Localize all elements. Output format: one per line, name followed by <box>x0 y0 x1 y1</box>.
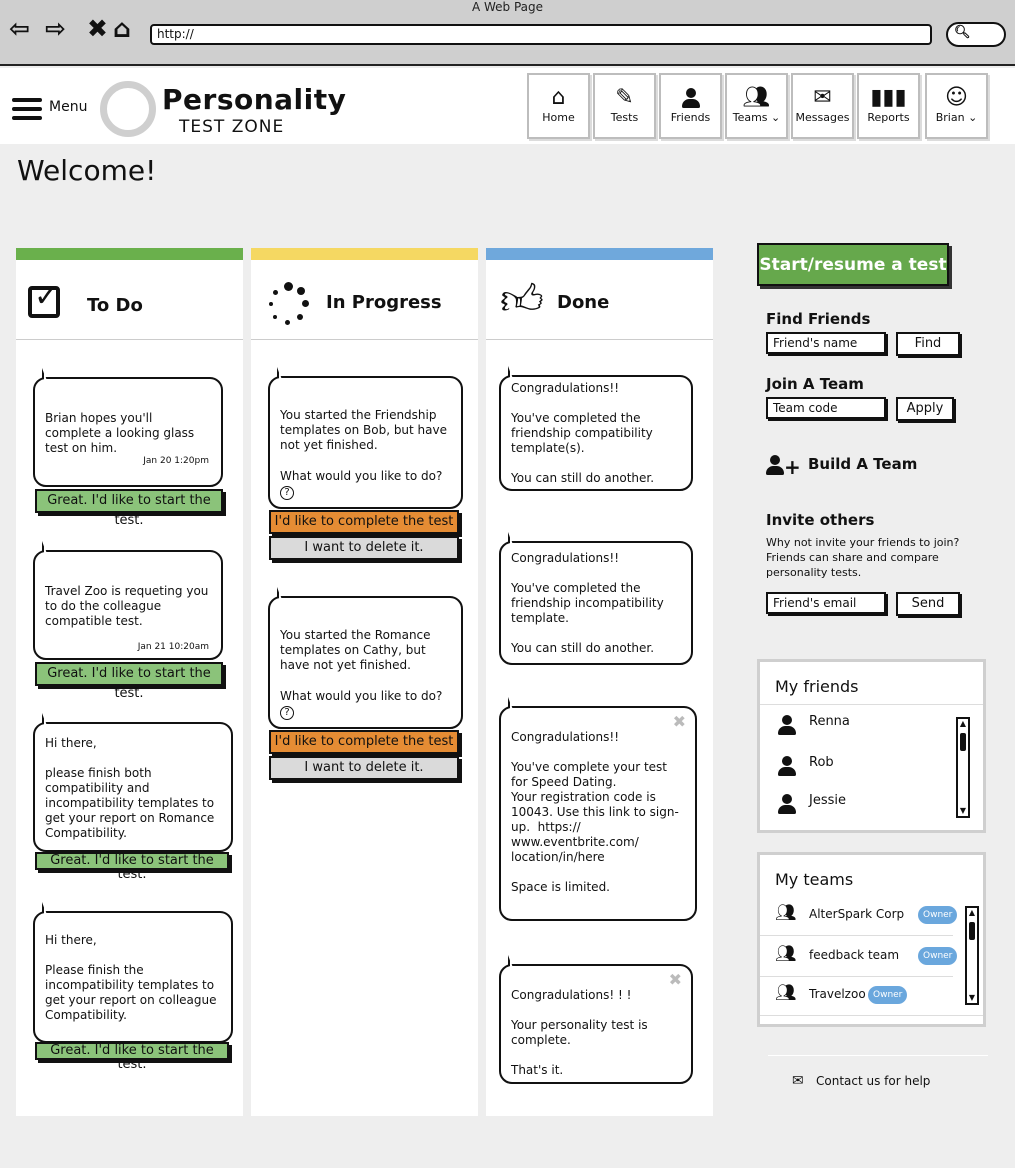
team-item[interactable] <box>775 903 955 929</box>
owner-badge: Owner <box>918 947 957 965</box>
nav-reports-button[interactable] <box>857 73 920 139</box>
card-message: You started the Friendship templates on Bob, but have not yet finished. <box>280 408 451 452</box>
person-icon <box>778 715 796 735</box>
done-card-3 <box>499 706 697 921</box>
nav-label: Home <box>542 111 575 124</box>
start-test-button[interactable]: Great. I'd like to start the test. <box>35 1042 229 1060</box>
card-message: Congradulations!! You've completed the friendship compatibility template(s). You can still do another. <box>511 381 655 485</box>
search-icon: 🔍︎ <box>954 25 971 40</box>
close-icon[interactable]: ✖ <box>668 970 682 989</box>
page-title: Welcome! <box>17 154 157 187</box>
card-question: What would you like to do? ? <box>280 689 443 718</box>
delete-test-button[interactable]: I want to delete it. <box>269 536 459 560</box>
scroll-down-icon[interactable]: ▼ <box>968 993 976 1002</box>
friend-name-input[interactable]: Friend's name <box>766 332 886 354</box>
divider <box>760 935 953 936</box>
friend-email-input[interactable]: Friend's email <box>766 592 886 614</box>
find-friends-heading: Find Friends <box>766 310 871 328</box>
forward-icon[interactable]: ⇨ <box>45 14 66 43</box>
chevron-down-icon: ⌄ <box>771 111 781 124</box>
join-team-heading: Join A Team <box>766 375 864 393</box>
scroll-thumb[interactable] <box>960 733 966 751</box>
nav-label: Tests <box>610 111 639 124</box>
back-icon[interactable]: ⇦ <box>9 14 30 43</box>
done-card-4 <box>499 964 693 1084</box>
friend-name: Rob <box>809 755 834 770</box>
chevron-down-icon: ⌄ <box>968 111 978 124</box>
card-timestamp: Jan 20 1:20pm <box>143 456 209 466</box>
done-header <box>486 262 713 340</box>
friend-item[interactable] <box>778 791 958 815</box>
bar-chart-icon: ▮▮▮ <box>870 85 907 110</box>
delete-test-button[interactable]: I want to delete it. <box>269 756 459 780</box>
start-test-button[interactable]: Great. I'd like to start the test. <box>35 852 229 870</box>
person-icon <box>778 756 796 776</box>
team-code-input[interactable]: Team code <box>766 397 886 419</box>
nav-user-button[interactable] <box>925 73 988 139</box>
scroll-thumb[interactable] <box>969 922 975 940</box>
scroll-down-icon[interactable]: ▼ <box>959 806 967 815</box>
help-icon[interactable]: ? <box>280 706 294 720</box>
todo-card-1 <box>33 377 223 487</box>
card-timestamp: Jan 21 10:20am <box>137 642 209 652</box>
group-icon: 👥︎ <box>775 903 797 923</box>
brand-title: Personality <box>162 83 347 116</box>
url-input[interactable]: http:// <box>150 24 932 45</box>
nav-label: Brian ⌄ <box>935 111 978 124</box>
panel-title: My friends <box>775 677 859 696</box>
column-title: In Progress <box>326 292 442 313</box>
apply-button[interactable]: Apply <box>896 397 954 421</box>
nav-label: Messages <box>795 111 850 124</box>
column-title: To Do <box>87 295 143 316</box>
card-message: Hi there, Please finish the incompatibility templates to get your report on colleague Compatibility. <box>45 933 217 1022</box>
nav-label: Teams ⌄ <box>732 111 781 124</box>
envelope-icon: ✉ <box>792 1073 804 1089</box>
done-card-2 <box>499 541 693 665</box>
divider <box>768 1055 988 1056</box>
todo-card-4 <box>33 911 233 1043</box>
card-message: Congradulations! ! ! Your personality test is complete. That's it. <box>511 988 648 1077</box>
todo-card-2 <box>33 550 223 660</box>
owner-badge: Owner <box>868 986 907 1004</box>
contact-help-link[interactable]: Contact us for help <box>816 1074 931 1088</box>
friend-name: Renna <box>809 714 850 729</box>
divider <box>760 1015 983 1016</box>
person-icon <box>778 794 796 814</box>
card-message: Congradulations!! You've completed the friendship incompatibility template. You can still do another. <box>511 551 664 655</box>
in-progress-header <box>251 262 478 340</box>
friend-item[interactable] <box>778 712 958 736</box>
complete-test-button[interactable]: I'd like to complete the test <box>269 510 459 534</box>
todo-card-3 <box>33 722 233 852</box>
card-message: Hi there, please finish both compatibility and incompatibility templates to get your report on Romance Compatibility. <box>45 736 215 840</box>
find-button[interactable]: Find <box>896 332 960 356</box>
column-title: Done <box>557 292 610 313</box>
my-friends-panel <box>757 659 986 833</box>
friends-scrollbar[interactable] <box>956 717 970 818</box>
start-test-button[interactable]: Great. I'd like to start the test. <box>35 489 223 513</box>
browser-search-box[interactable] <box>946 22 1006 47</box>
complete-test-button[interactable]: I'd like to complete the test <box>269 730 459 754</box>
card-message: Congradulations!! You've complete your test for Speed Dating. Your registration code is 10043. Use this link to sign-up. https:// www.eventbrite.com/ location/in/here Space is limited. <box>511 730 679 894</box>
friend-name: Jessie <box>809 793 846 808</box>
nav-label: Friends <box>670 111 711 124</box>
help-icon[interactable]: ? <box>280 486 294 500</box>
in-progress-color-bar <box>251 248 478 260</box>
divider <box>760 704 983 705</box>
person-icon <box>661 85 720 111</box>
teams-scrollbar[interactable] <box>965 906 979 1005</box>
nav-messages-button[interactable] <box>791 73 854 139</box>
close-icon[interactable]: ✖ <box>87 14 108 43</box>
invite-description: Why not invite your friends to join? Friends can share and compare personality tests. <box>766 536 960 579</box>
todo-color-bar <box>16 248 243 260</box>
panel-title: My teams <box>775 870 854 889</box>
close-icon[interactable]: ✖ <box>672 712 686 731</box>
owner-badge: Owner <box>918 906 957 924</box>
nav-home-button[interactable] <box>527 73 590 139</box>
menu-icon[interactable] <box>12 98 42 120</box>
team-item[interactable] <box>775 944 955 970</box>
nav-teams-button[interactable] <box>725 73 788 139</box>
in-progress-column <box>251 248 478 1116</box>
home-icon: ⌂ <box>551 85 566 110</box>
invite-heading: Invite others <box>766 511 875 529</box>
brand-subtitle: TEST ZONE <box>179 117 285 137</box>
card-message: You started the Romance templates on Cathy, but have not yet finished. <box>280 628 435 672</box>
nav-label: Reports <box>867 111 910 124</box>
add-user-icon[interactable]: + <box>766 453 799 479</box>
group-icon: 👥︎ <box>775 983 797 1003</box>
thumbs-up-icon: 👍︎ <box>500 275 544 324</box>
scroll-up-icon[interactable]: ▲ <box>959 719 967 728</box>
team-name: Travelzoo <box>809 987 866 1001</box>
my-teams-panel <box>757 852 986 1027</box>
logo <box>100 81 156 137</box>
friend-item[interactable] <box>778 753 958 777</box>
start-resume-test-button[interactable]: Start/resume a test <box>757 243 949 286</box>
smiley-icon: ☺ <box>945 85 968 110</box>
envelope-icon: ✉ <box>813 85 832 110</box>
card-question: What would you like to do? ? <box>280 469 443 498</box>
team-name: AlterSpark Corp <box>809 907 905 921</box>
divider <box>760 976 953 977</box>
build-team-link[interactable]: Build A Team <box>808 455 918 473</box>
nav-tests-button[interactable] <box>593 73 656 139</box>
card-message: Travel Zoo is requeting you to do the colleague compatible test. <box>45 584 213 628</box>
todo-column <box>16 248 243 1116</box>
menu-label[interactable]: Menu <box>49 99 88 115</box>
scroll-up-icon[interactable]: ▲ <box>968 908 976 917</box>
checkbox-icon: ✓ <box>28 286 60 318</box>
todo-header <box>16 262 243 340</box>
team-name: feedback team <box>809 948 900 962</box>
nav-friends-button[interactable] <box>659 73 722 139</box>
start-test-button[interactable]: Great. I'd like to start the test. <box>35 662 223 686</box>
card-message: Brian hopes you'll complete a looking glass test on him. <box>45 411 199 455</box>
in-progress-card-2 <box>268 596 463 729</box>
group-icon: 👥︎ <box>775 944 797 964</box>
send-button[interactable]: Send <box>896 592 960 616</box>
done-column <box>486 248 713 1116</box>
done-card-1 <box>499 375 693 491</box>
window-title: A Web Page <box>471 0 544 14</box>
pencil-icon: ✎ <box>615 85 634 110</box>
in-progress-card-1 <box>268 376 463 509</box>
done-color-bar <box>486 248 713 260</box>
home-nav-icon[interactable]: ⌂ <box>113 14 131 43</box>
spinner-icon <box>267 282 311 328</box>
team-item[interactable] <box>775 983 955 1009</box>
group-icon: 👥︎ <box>742 85 771 110</box>
